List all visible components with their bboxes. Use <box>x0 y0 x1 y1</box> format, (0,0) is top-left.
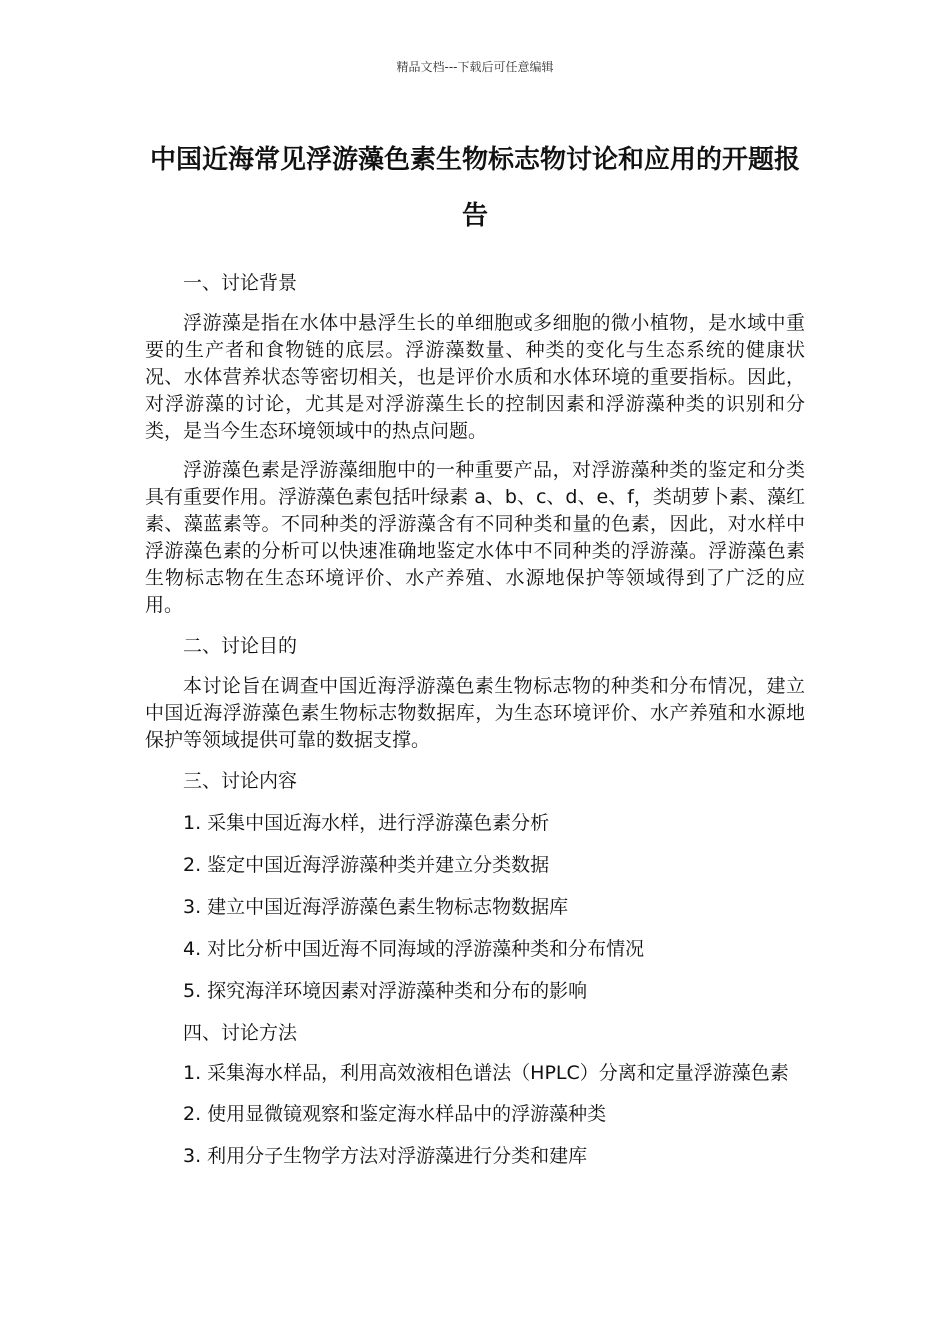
background-paragraph-1: 浮游藻是指在水体中悬浮生长的单细胞或多细胞的微小植物，是水域中重要的生产者和食物链的底层。浮游藻数量、种类的变化与生态系统的健康状况、水体营养状态等密切相关，也是评价水质和水体环境的重要指标。因此，对浮游藻的讨论，尤其是对浮游藻生长的控制因素和浮游藻种类的识别和分类，是当今生态环境领域中的热点问题。 <box>145 312 805 442</box>
document-body <box>145 268 805 1183</box>
content-list-item: 1. 采集中国近海水样，进行浮游藻色素分析 <box>183 812 550 834</box>
section-heading-background: 一、讨论背景 <box>183 272 298 294</box>
methods-list-item: 3. 利用分子生物学方法对浮游藻进行分类和建库 <box>183 1145 588 1167</box>
background-paragraph-2: 浮游藻色素是浮游藻细胞中的一种重要产品，对浮游藻种类的鉴定和分类具有重要作用。浮游藻色素包括叶绿素 a、b、c、d、e、f，类胡萝卜素、藻红素、藻蓝素等。不同种类的浮游藻含有不同种类和量的色素，因此，对水样中浮游藻色素的分析可以快速准确地鉴定水体中不同种类的浮游藻。浮游藻色素生物标志物在生态环境评价、水产养殖、水源地保护等领域得到了广泛的应用。 <box>145 459 805 616</box>
content-list-item: 2. 鉴定中国近海浮游藻种类并建立分类数据 <box>183 854 550 876</box>
section-heading-methods: 四、讨论方法 <box>183 1022 298 1044</box>
content-list-item: 3. 建立中国近海浮游藻色素生物标志物数据库 <box>183 896 569 918</box>
content-list-item: 5. 探究海洋环境因素对浮游藻种类和分布的影响 <box>183 980 588 1002</box>
document-title: 中国近海常见浮游藻色素生物标志物讨论和应用的开题报告 <box>149 145 800 231</box>
purpose-paragraph: 本讨论旨在调查中国近海浮游藻色素生物标志物的种类和分布情况，建立中国近海浮游藻色素生物标志物数据库，为生态环境评价、水产养殖和水源地保护等领域提供可靠的数据支撑。 <box>145 675 805 751</box>
methods-list-item: 1. 采集海水样品，利用高效液相色谱法（HPLC）分离和定量浮游藻色素 <box>183 1062 789 1084</box>
section-heading-content: 三、讨论内容 <box>183 770 298 792</box>
methods-list-item: 2. 使用显微镜观察和鉴定海水样品中的浮游藻种类 <box>183 1103 607 1125</box>
section-heading-purpose: 二、讨论目的 <box>183 635 298 657</box>
page-header-note: 精品文档---下载后可任意编辑 <box>396 60 554 74</box>
content-list-item: 4. 对比分析中国近海不同海域的浮游藻种类和分布情况 <box>183 938 645 960</box>
